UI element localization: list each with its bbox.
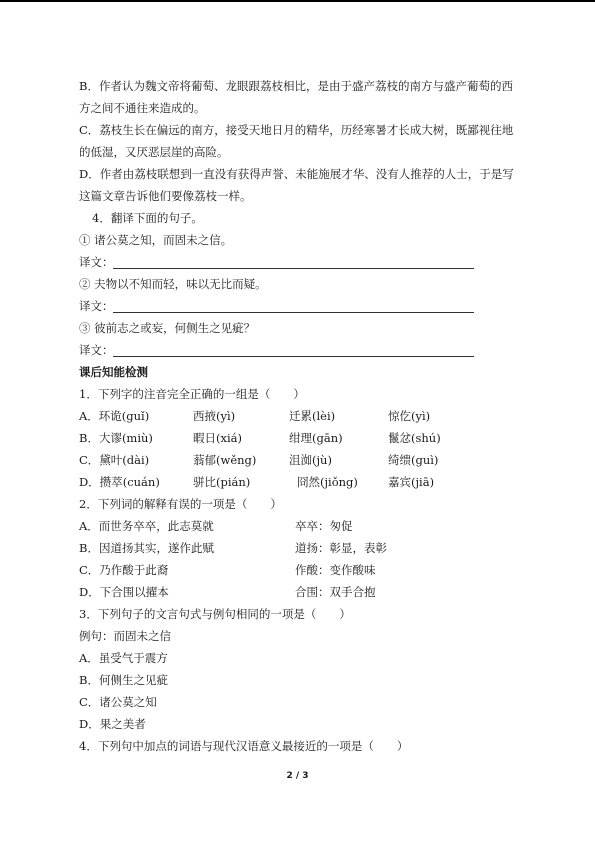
option-b-line2: 方之间不通往来造成的。 — [79, 101, 206, 115]
q2-stem: 2．下列词的解释有误的一项是（ ） — [79, 497, 282, 511]
page-number: 2 / 3 — [286, 771, 309, 781]
option-d-line2: 这篇文章告诉他们要像荔枝一样。 — [79, 189, 252, 203]
q2-d-1: D．下合围以擢本 — [79, 585, 169, 599]
translation-blank-1[interactable] — [113, 268, 474, 269]
q3-option-d: D．果之美者 — [79, 717, 146, 731]
section-title: 课后知能检测 — [79, 365, 148, 379]
q1-d-4: 嘉宾(jiā) — [388, 475, 435, 489]
q1-c-4: 绮缋(guì) — [388, 453, 439, 467]
q1-a-2: 西掖(yì) — [193, 409, 236, 423]
q2-a-2: 卒卒：匆促 — [295, 519, 353, 533]
q1-c-3: 沮洳(jù) — [289, 453, 332, 467]
q1-a-4: 惊仡(yì) — [388, 409, 431, 423]
q1-a-3: 迁累(lèi) — [289, 409, 336, 423]
q1-b-3: 绀理(gān) — [289, 431, 343, 445]
translation-label-2: 译文： — [79, 299, 114, 313]
q1-c-2: 蓊郁(wěng) — [193, 453, 257, 467]
translation-label-3: 译文： — [79, 343, 114, 357]
q3-stem: 3．下列句子的文言句式与例句相同的一项是（ ） — [79, 607, 351, 621]
q2-d-2: 合围：双手合抱 — [295, 585, 376, 599]
q1-c-1: C．黛叶(dài) — [79, 453, 150, 467]
translation-blank-2[interactable] — [113, 312, 474, 313]
question-4-title: 4．翻译下面的句子。 — [92, 211, 203, 225]
q2-c-1: C．乃作酸于此裔 — [79, 563, 169, 577]
q2-a-1: A．而世务卒卒，此志莫就 — [79, 519, 214, 533]
option-b-line1: B．作者认为魏文帝将葡萄、龙眼跟荔枝相比，是由于盛产荔枝的南方与盛产葡萄的西 — [79, 79, 513, 93]
q3-option-c: C．诸公莫之知 — [79, 695, 157, 709]
option-c-line1: C．荔枝生长在偏远的南方，接受天地日月的精华，历经寒暑才长成大树，既鄙视往地 — [79, 123, 514, 137]
q2-c-2: 作酸：变作酸味 — [295, 563, 376, 577]
q1-b-2: 暇日(xiá) — [193, 431, 242, 445]
sentence-3: ③ 彼前志之或妄，何侧生之见疵？ — [79, 321, 256, 335]
q1-a-1: A．环诡(guǐ) — [79, 409, 150, 423]
q2-b-1: B．因道扬其实，遂作此赋 — [79, 541, 214, 555]
q3-option-a: A．虽受气于震方 — [79, 651, 168, 665]
q4-stem: 4．下列句中加点的词语与现代汉语意义最接近的一项是（ ） — [79, 739, 409, 753]
q1-d-3: 冏然(jiǒng) — [297, 475, 358, 489]
sentence-2: ② 夫物以不知而轻，味以无比而疑。 — [79, 277, 267, 291]
sentence-1: ① 诸公莫之知，而固未之信。 — [79, 233, 233, 247]
q1-b-4: 鬣忿(shú) — [388, 431, 441, 445]
q1-d-2: 骈比(pián) — [193, 475, 251, 489]
translation-blank-3[interactable] — [113, 356, 474, 357]
q2-b-2: 道扬：彰显，表彰 — [295, 541, 387, 555]
translation-label-1: 译文： — [79, 255, 114, 269]
top-rule — [0, 0, 595, 2]
q1-b-1: B．大谬(miù) — [79, 431, 153, 445]
q3-example: 例句：而固未之信 — [79, 629, 171, 643]
q3-option-b: B．何侧生之见疵 — [79, 673, 168, 687]
q1-stem: 1．下列字的注音完全正确的一组是（ ） — [79, 387, 305, 401]
option-c-line2: 的低湿，又厌恶层崖的高险。 — [79, 145, 229, 159]
q1-d-1: D．攒萃(cuán) — [79, 475, 160, 489]
option-d-line1: D．作者由荔枝联想到一直没有获得声誉、未能施展才华、没有人推荐的人士，于是写 — [79, 167, 514, 181]
